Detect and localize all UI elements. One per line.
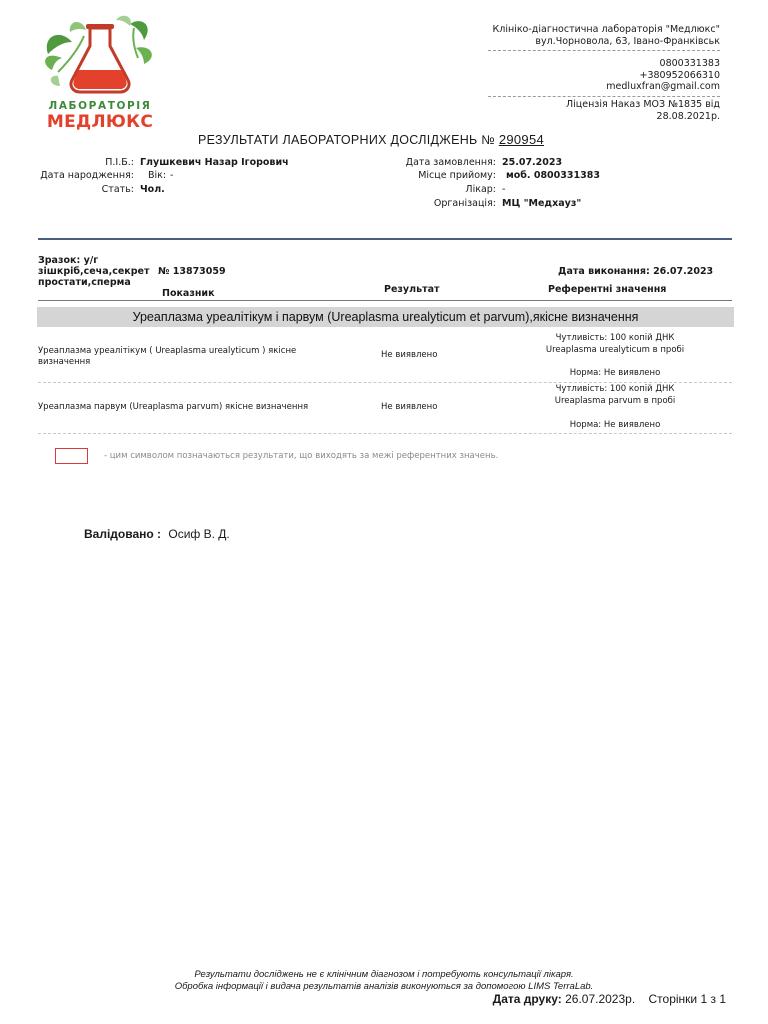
test-section-title: Уреаплазма уреалітікум і парвум (Ureaplasma urealyticum et parvum),якісне визначення (37, 307, 734, 327)
report-number: 290954 (498, 132, 545, 147)
order-date: 25.07.2023 (502, 157, 563, 168)
reference-urealyticum-sample: Ureaplasma urealyticum в пробі (545, 345, 685, 355)
sample-value-line-1: у/г (83, 255, 99, 266)
logo-word-medlux: МЕДЛЮКС (46, 112, 154, 132)
lab-email[interactable]: medluxfran@gmail.com (606, 81, 720, 92)
reception-place: моб. 0800331383 (506, 170, 600, 181)
divider (488, 96, 720, 97)
reception-place-label: Місце прийому: (418, 170, 496, 181)
lab-name: Клініко-діагностична лабораторія "Медлюкс" (492, 24, 720, 35)
sex-label: Стать: (101, 184, 134, 195)
header-divider (38, 300, 732, 301)
dob-label: Дата народження: (40, 170, 134, 181)
logo-word-laboratory: ЛАБОРАТОРІЯ (48, 100, 152, 112)
lab-phone-1: 0800331383 (659, 58, 720, 69)
doctor-label: Лікар: (465, 184, 496, 195)
organization-value: МЦ "Медхауз" (502, 198, 582, 209)
footer-note-2: Обробка інформації і видача результатів аналізів виконуються за допомогою LIMS TerraLab. (174, 981, 594, 992)
doctor-value: - (502, 184, 506, 195)
report-title-text: РЕЗУЛЬТАТИ ЛАБОРАТОРНИХ ДОСЛІДЖЕНЬ № (198, 133, 496, 147)
print-date-label: Дата друку: (492, 992, 562, 1006)
row-divider (38, 382, 732, 383)
column-header-reference: Референтні значення (548, 284, 667, 295)
report-title (198, 132, 544, 147)
sample-value-line-2: зішкріб,сеча,секрет (38, 266, 150, 277)
out-of-range-marker (55, 448, 88, 464)
legend-text: - цим символом позначаються результати, що виходять за межі референтних значень. (104, 451, 499, 461)
age-label: Вік: (148, 170, 167, 181)
license-line-2: 28.08.2021р. (656, 111, 720, 122)
row-divider (38, 433, 732, 434)
lab-logo (38, 14, 162, 134)
patient-name-label: П.І.Б.: (105, 157, 134, 168)
reference-parvum-norm: Норма: Не виявлено (569, 420, 661, 430)
lab-phone-2: +380952066310 (639, 70, 720, 81)
validation (84, 527, 230, 541)
page-count: Сторінки 1 з 1 (648, 992, 726, 1006)
reference-urealyticum-norm: Норма: Не виявлено (569, 368, 661, 378)
sample-number: № 13873059 (158, 266, 226, 277)
lab-address: вул.Чорновола, 63, Івано-Франківськ (535, 36, 720, 47)
reference-urealyticum-sensitivity: Чутливість: 100 копій ДНК (555, 333, 675, 343)
validation-label: Валідовано : (84, 527, 162, 541)
result-parvum: Не виявлено (381, 402, 438, 412)
validator-name: Осиф В. Д. (168, 527, 230, 541)
sample-label (38, 255, 98, 266)
footer-note-1: Результати досліджень не є клінічним діагнозом і потребують консультації лікаря. (194, 969, 574, 980)
license-line-1: Ліцензія Наказ МОЗ №1835 від (566, 99, 720, 110)
flask-leaves-icon (38, 14, 162, 100)
age-value: - (170, 170, 174, 181)
sex-value: Чол. (140, 184, 165, 195)
result-urealyticum: Не виявлено (381, 350, 438, 360)
execution-date-label: Дата виконання: (558, 266, 650, 277)
print-date: 26.07.2023р. (565, 992, 636, 1006)
organization-label: Організація: (433, 198, 496, 209)
print-info (493, 992, 726, 1006)
execution-date: 26.07.2023 (653, 266, 714, 277)
column-header-result: Результат (384, 284, 440, 295)
reference-parvum-sensitivity: Чутливість: 100 копій ДНК (555, 384, 675, 394)
reference-parvum-sample: Ureaplasma parvum в пробі (554, 396, 676, 406)
indicator-urealyticum: Уреаплазма уреалітікум ( Ureaplasma urealyticum ) якісне визначення (38, 346, 297, 367)
sample-value-line-3: простати,сперма (38, 277, 131, 288)
indicator-parvum: Уреаплазма парвум (Ureaplasma parvum) якісне визначення (38, 402, 309, 412)
divider (488, 50, 720, 51)
patient-name: Глушкевич Назар Ігорович (140, 157, 289, 168)
section-divider (38, 238, 732, 240)
sample-label-text: Зразок: (38, 255, 81, 266)
order-date-label: Дата замовлення: (405, 157, 496, 168)
column-header-indicator: Показник (162, 288, 215, 299)
